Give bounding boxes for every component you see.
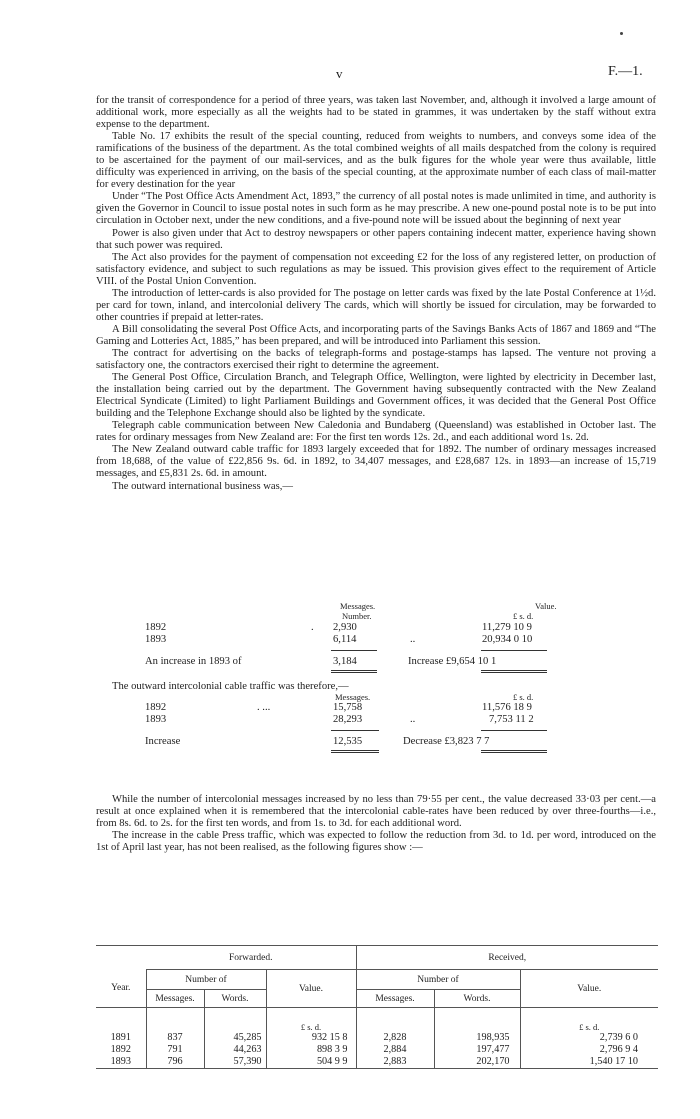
- cell-received-value: 2,796 9 4: [520, 1044, 658, 1056]
- cell-forwarded-value: 504 9 9: [266, 1056, 356, 1069]
- intercolonial-statement: [145, 691, 665, 781]
- row-separator: ..: [410, 714, 416, 725]
- cell-received-value: 1,540 17 10: [520, 1056, 658, 1069]
- cell-forwarded-words: 57,390: [204, 1056, 266, 1069]
- total-value: Decrease £3,823 7 7: [403, 736, 490, 747]
- header-value: Value.: [520, 970, 658, 1008]
- column-head-number: Number.: [342, 611, 372, 621]
- cell-received-value: 2,739 6 0: [520, 1032, 658, 1044]
- row-value: 7,753 11 2: [489, 714, 534, 725]
- header-forwarded: Forwarded.: [146, 946, 356, 970]
- sum-rule: [331, 650, 377, 651]
- paragraph: A Bill consolidating the several Post Office Acts, and incorporating parts of the Savings Banks Acts of 1867 and 1869 and “The Gaming and Lotteries Act, 1885,” has been prepared, and will be introduced into Parliament this session.: [96, 323, 656, 347]
- cell-year: 1892: [110, 1044, 131, 1055]
- cell-forwarded-value: 898 3 9: [266, 1044, 356, 1056]
- cell-year: 1893: [96, 1056, 146, 1069]
- row-value: 11,576 18 9: [482, 702, 532, 713]
- total-label: An increase in 1893 of: [145, 656, 242, 667]
- column-head-lsd: £ s. d.: [513, 611, 534, 621]
- lsd-head: £ s. d.: [520, 1008, 658, 1032]
- paragraph: for the transit of correspondence for a period of three years, was taken last November, and, although it involved a large amount of additional work, more especially as all the weights had to be stated in grammes, it was undertaken by the staff without extra expense to the department.: [96, 95, 656, 131]
- closing-text: [96, 794, 656, 854]
- page-mark: [620, 32, 623, 35]
- header-messages: Messages.: [146, 990, 204, 1008]
- cell-received-words: 197,477: [434, 1044, 520, 1056]
- row-separator: ..: [410, 634, 416, 645]
- header-number-of: Number of: [356, 970, 520, 990]
- cell-forwarded-words: 44,263: [204, 1044, 266, 1056]
- header-words: Words.: [434, 990, 520, 1008]
- body-text: [96, 95, 656, 493]
- row-label: 1893: [145, 634, 167, 645]
- paragraph: Under “The Post Office Acts Amendment Act, 1893,” the currency of all postal notes is made unlimited in time, and authority is given the Governor in Council to issue postal notes in such form as he may prescribe. A new one-pound postal note is to be put into circulation in October next, under the new conditions, and a five-pound note will be issued about the beginning of next year: [96, 191, 656, 227]
- cell-forwarded-messages: 796: [146, 1056, 204, 1069]
- paragraph: Power is also given under that Act to destroy newspapers or other papers containing indecent matter, experience having shown that such power was required.: [96, 227, 656, 251]
- paragraph: The Act also provides for the payment of compensation not exceeding £2 for the loss of any registered letter, on production of satisfactory evidence, and subject to such regulations as may be issued. This provision gives effect to the requirement of Article VIII. of the Postal Union Convention.: [96, 251, 656, 287]
- total-double-rule: [481, 750, 547, 753]
- column-head-messages: Messages.: [340, 601, 376, 611]
- paragraph: The General Post Office, Circulation Branch, and Telegraph Office, Wellington, were lighted by electricity in December last, the installation being carried out by the department. The Government having subsequently contracted with the New Zealand Electrical Syndicate (Limited) to light Parliament Buildings and Government offices, it was decided that the General Post Office building and the Telephone Exchange should also be lighted by the syndicate.: [96, 372, 656, 420]
- header-received: Received,: [356, 946, 658, 970]
- paragraph: The New Zealand outward cable traffic for 1893 largely exceeded that for 1892. The number of ordinary messages increased from 18,688, of the value of £22,856 9s. 6d. in 1892, to 34,407 messages, and £28,687 12s. in 1893—an increase of 15,719 messages, and £5,831 2s. 6d. in amount.: [96, 444, 656, 480]
- header-value: Value.: [266, 970, 356, 1008]
- row-dots: . ...: [257, 702, 271, 713]
- total-number: 3,184: [333, 656, 357, 667]
- row-value: 20,934 0 10: [482, 634, 533, 645]
- total-double-rule: [331, 750, 379, 753]
- total-value: Increase £9,654 10 1: [408, 656, 497, 667]
- sum-rule: [481, 650, 547, 651]
- cell-received-words: 198,935: [434, 1032, 520, 1044]
- sum-rule: [481, 730, 547, 731]
- cell-year: 1891: [110, 1032, 131, 1043]
- sum-rule: [331, 730, 379, 731]
- table-row: [96, 1032, 658, 1044]
- paragraph: Table No. 17 exhibits the result of the special counting, reduced from weights to numbers, and conveys some idea of the ramifications of the business of the department. As the total combined weights of all mails despatched from the colony is required to be ascertained for the payment of our mail-services, and as the bulk figures for the whole year were thus available, little difficulty was experienced in arriving, on the basis of the special counting, at the approximate number of each class of mail-matter for every destination for the year: [96, 131, 656, 191]
- row-label: 1892: [145, 622, 167, 633]
- paragraph: The outward intercolonial cable traffic was therefore,—: [112, 681, 349, 692]
- table-row: [96, 1056, 658, 1069]
- row-dots: .: [311, 622, 314, 633]
- paragraph: While the number of intercolonial messages increased by no less than 79·55 per cent., the value decreased 33·03 per cent.—a result at once explained when it is remembered that the intercolonial cable-rates have been reduced by over three-fourths—i.e., from 8s. 6d. to 2s. for the first ten words, and from 1s. to 3d. for each additional word.: [96, 794, 656, 830]
- header-number-of: Number of: [146, 970, 266, 990]
- cable-press-table: [96, 945, 658, 1069]
- column-head-lsd: £ s. d.: [513, 692, 534, 702]
- row-label: 1893: [145, 714, 167, 725]
- page-number: v: [336, 66, 343, 81]
- cell-forwarded-messages: 791: [146, 1044, 204, 1056]
- cell-received-messages: 2,883: [356, 1056, 434, 1069]
- page-reference: F.—1.: [608, 64, 643, 79]
- cell-received-messages: 2,828: [356, 1032, 434, 1044]
- paragraph: The increase in the cable Press traffic, which was expected to follow the reduction from 3d. to 1d. per word, introduced on the 1st of April last year, has not been realised, as the following figures show :—: [96, 830, 656, 854]
- total-double-rule: [331, 670, 377, 673]
- cell-received-messages: 2,884: [356, 1044, 434, 1056]
- header-messages: Messages.: [356, 990, 434, 1008]
- cell-forwarded-value: 932 15 8: [266, 1032, 356, 1044]
- row-number: 28,293: [333, 714, 363, 725]
- total-number: 12,535: [333, 736, 363, 747]
- column-head-messages: Messages.: [335, 692, 371, 702]
- total-label: Increase: [145, 736, 181, 747]
- cell-forwarded-messages: 837: [146, 1032, 204, 1044]
- paragraph: The introduction of letter-cards is also provided for The postage on letter cards was fixed by the late Postal Conference at 1½d. per card for town, inland, and intercolonial delivery The cards, which will shortly be issued for circulation, may be forwarded to other countries if prepaid at letter-rates.: [96, 287, 656, 323]
- paragraph: The contract for advertising on the backs of telegraph-forms and postage-stamps has lapsed. The venture not proving a satisfactory one, the contractors exercised their right to determine the agreement.: [96, 347, 656, 372]
- row-number: 2,930: [333, 622, 357, 633]
- header-words: Words.: [204, 990, 266, 1008]
- column-head-value: Value.: [535, 601, 557, 611]
- paragraph: The outward international business was,—: [112, 480, 293, 492]
- row-value: 11,279 10 9: [482, 622, 532, 633]
- row-number: 15,758: [333, 702, 363, 713]
- row-label: 1892: [145, 702, 167, 713]
- cell-forwarded-words: 45,285: [204, 1032, 266, 1044]
- cell-received-words: 202,170: [434, 1056, 520, 1069]
- table-row: [96, 1044, 658, 1056]
- paragraph: Telegraph cable communication between New Caledonia and Bundaberg (Queensland) was established in October last. The rates for ordinary messages from New Zealand are: For the first ten words 12s. 2d., and each additional word 1s. 2d.: [96, 420, 656, 444]
- lsd-head: £ s. d.: [266, 1008, 356, 1032]
- total-double-rule: [481, 670, 547, 673]
- row-number: 6,114: [333, 634, 357, 645]
- header-year: Year.: [96, 970, 146, 1008]
